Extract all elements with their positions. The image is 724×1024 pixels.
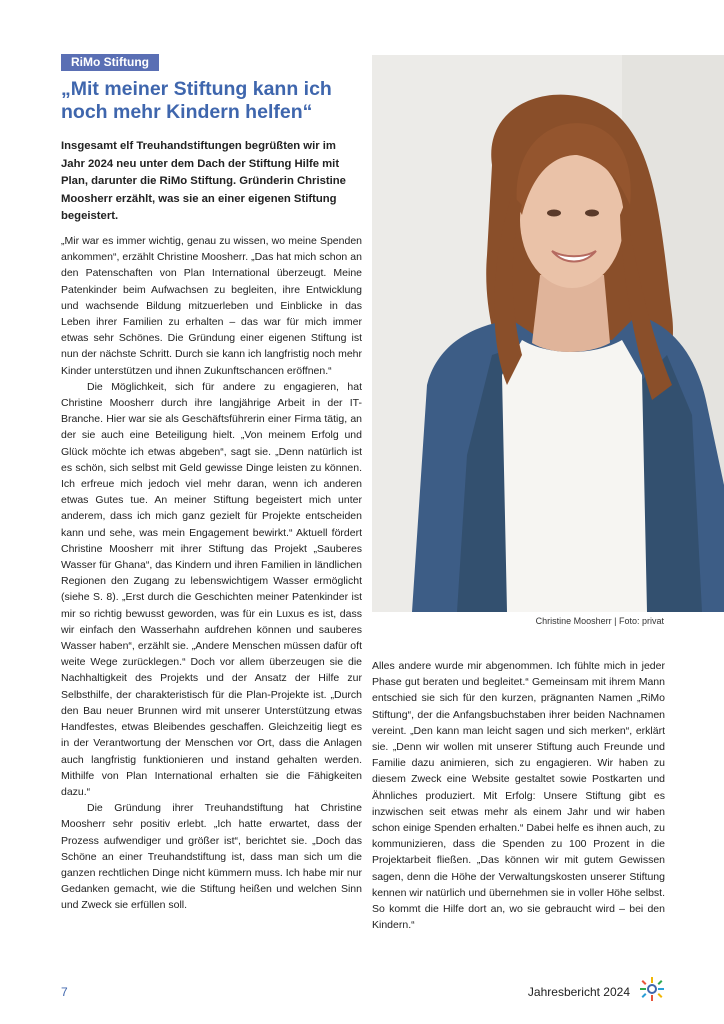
photo-caption: Christine Moosherr | Foto: privat (372, 612, 724, 630)
page-title: „Mit meiner Stiftung kann ich noch mehr Kindern helfen“ (61, 78, 332, 123)
body-paragraph: Die Möglichkeit, sich für andere zu engagieren, hat Christine Moosherr durch ihre langjährige Arbeit in der IT-Branche. Hier war sie als Geschäftsführerin einer Firma tätig, an der sie auch eine Beteiligung hielt. „Von meinem Erfolg und Glück möchte ich etwas abgeben“, sagt sie. „Denn natürlich ist es schön, sich selbst mit Geld gewisse Dinge leisten zu können. Ich erfreue mich jedoch viel mehr daran, wenn ich anderen etwas Gutes tue. An meiner Stiftung begeistert mich unter anderem, dass ich mich ganz gezielt für Projekte entscheiden kann und sehe, was mein Engagement bewirkt.“ Aktuell fördert Christine Moosherr mit ihrer Stiftung das Projekt „Sauberes Wasser für Ghana“, das Kindern und ihren Familien in ländlichen Regionen den Zugang zu lebenswichtigem Wasser ermöglicht (siehe S. 8). „Erst durch die Geschichten meiner Patenkinder ist mir so richtig bewusst geworden, was für ein Luxus es ist, dass wir einfach den Wasserhahn aufdrehen können und sauberes Wasser haben“, erzählt sie. „Andere Menschen müssen dafür oft weite Wege zurücklegen.“ Doch vor allem überzeugen sie die Nachhaltigkeit des Projekts und der Ansatz der Hilfe zur Selbsthilfe, der charakteristisch für die Plan-Projekte ist. „Durch den Bau neuer Brunnen wird mit unserer Unterstützung etwas Handfestes, etwas Bleibendes geschaffen. Gleichzeitig liegt es in der Verantwortung der Menschen vor Ort, dass die Anlagen auch langfristig funktionieren und instand gehalten werden. Mithilfe von Plan International erhalten sie die Fähigkeiten dazu.“ (61, 380, 362, 798)
page-number: 7 (61, 985, 68, 999)
portrait-illustration (372, 55, 724, 612)
portrait-photo (372, 55, 724, 612)
body-paragraph: „Mir war es immer wichtig, genau zu wissen, wo meine Spenden ankommen“, erzählt Christine Moosherr. „Das hat mich schon an den Patenschaften von Plan International überzeugt. Meine Patenkinder beim Aufwachsen zu begleiten, ihre Entwicklung und wachsende Bildung mitzuerleben und Einblicke in das Leben ihrer Familien zu erhalten – das war für mich immer etwas sehr Schönes. Die Gründung einer eigenen Stiftung ist nun der nächste Schritt. Durch sie kann ich langfristig noch mehr Kinder unterstützen und ihnen Zukunftschancen eröffnen.“ (61, 235, 362, 377)
report-title: Jahresbericht 2024 (527, 985, 630, 999)
section-tag: RiMo Stiftung (61, 54, 159, 71)
article-column-right (372, 658, 665, 933)
article-column-left (61, 233, 362, 914)
plan-logo-icon (638, 975, 666, 1003)
body-paragraph: Die Gründung ihrer Treuhandstiftung hat Christine Moosherr sehr positiv erlebt. „Ich hatte erwartet, dass der Prozess aufwendiger und größer ist“, berichtet sie. „Doch das Schöne an einer Treuhandstiftung ist, dass man sich um die ganzen rechtlichen Dinge nicht kümmern muss. Ich habe mir nur Gedanken gemacht, wie die Stiftung heißen und welchen Sinn und Zweck sie erfüllen soll. (61, 802, 362, 912)
body-paragraph: Alles andere wurde mir abgenommen. Ich fühlte mich in jeder Phase gut beraten und begleitet.“ Gemeinsam mit ihrem Mann entschied sie sich für den kurzen, prägnanten Namen „RiMo Stiftung“, der die Anfangsbuchstaben ihrer beiden Nachnamen vereint. „Den kann man leicht sagen und sich merken“, erklärt sie. „Denn wir wollen mit unserer Stiftung auch Freunde und Familie dazu animieren, sich zu engagieren. Wir haben zu diesem Zweck eine Website gestaltet sowie Postkarten und Ähnliches produziert. Mit Erfolg: Unsere Stiftung gibt es inzwischen seit etwas mehr als einem Jahr und wir haben schon einige Spenden erhalten.“ Dabei helfe es ihnen auch, zu kommunizieren, dass die Spenden zu 100 Prozent in die Projektarbeit fließen. „Das können wir mit gutem Gewissen sagen, denn die Höhe der Verwaltungskosten unserer Stiftung kennen wir natürlich und übernehmen sie in voller Höhe selbst. So kommt die Hilfe dort an, wo sie gebraucht wird – bei den Kindern.“ (372, 660, 665, 932)
lead-paragraph: Insgesamt elf Treuhandstiftungen begrüßten wir im Jahr 2024 neu unter dem Dach der Stiftung Hilfe mit Plan, darunter die RiMo Stiftung. Gründerin Christine Moosherr erzählt, was sie an einer eigenen Stiftung begeistert. (61, 140, 346, 222)
